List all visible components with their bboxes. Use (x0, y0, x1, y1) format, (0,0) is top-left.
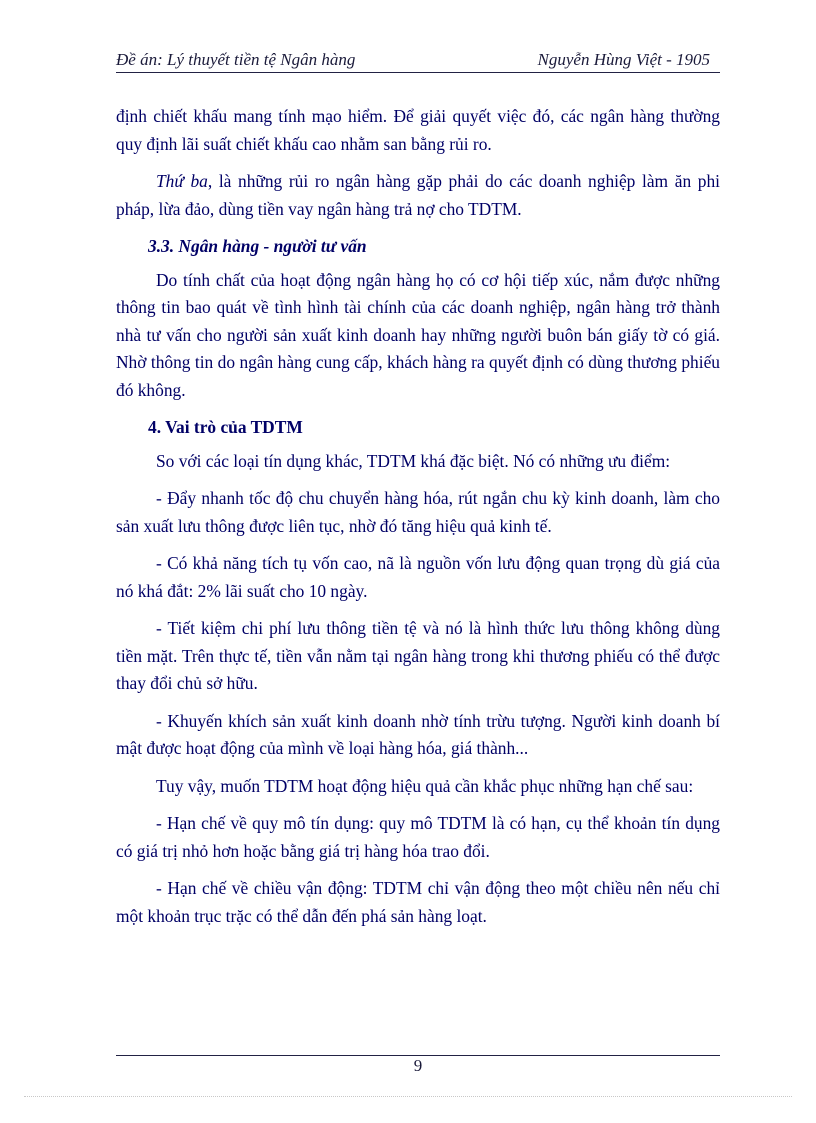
paragraph-third-risk (116, 168, 720, 223)
paragraph-advisor: Do tính chất của hoạt động ngân hàng họ có cơ hội tiếp xúc, nắm được những thông tin bao quát về tình hình tài chính của các doanh nghiệp, ngân hàng trở thành nhà tư vấn cho người sản xuất kinh doanh hay những người buôn bán giấy tờ có giá. Nhờ thông tin do ngân hàng cung cấp, khách hàng ra quyết định có dùng thương phiếu đó không. (116, 269, 720, 400)
bullet-limitation-2: - Hạn chế về chiều vận động: TDTM chỉ vận động theo một chiều nên nếu chỉ một khoản trục trặc có thể dẫn đến phá sản hàng loạt. (116, 878, 720, 926)
header-document-title: Đề án: Lý thuyết tiền tệ Ngân hàng (116, 50, 356, 69)
header-author: Nguyễn Hùng Việt - 1905 (537, 50, 710, 69)
bullet-advantage-1: - Đẩy nhanh tốc độ chu chuyển hàng hóa, rút ngắn chu kỳ kinh doanh, làm cho sản xuất lưu thông được liên tục, nhờ đó tăng hiệu quả kinh tế. (116, 488, 720, 536)
bullet-advantage-4: - Khuyến khích sản xuất kinh doanh nhờ tính trừu tượng. Người kinh doanh bí mật được hoạt động của mình về loại hàng hóa, giá thành... (116, 710, 720, 758)
page-body (116, 103, 720, 940)
section-heading-4: 4. Vai trò của TDTM (148, 417, 303, 437)
paragraph-advantages-intro: So với các loại tín dụng khác, TDTM khá đặc biệt. Nó có những ưu điểm: (156, 450, 671, 471)
bullet-limitation-1: - Hạn chế về quy mô tín dụng: quy mô TDTM là có hạn, cụ thể khoản tín dụng có giá trị nhỏ hơn hoặc bằng giá trị hàng hóa trao đổi. (116, 813, 720, 861)
bullet-advantage-2: - Có khả năng tích tụ vốn cao, nã là nguồn vốn lưu động quan trọng dù giá của nó khá đắt: 2% lãi suất cho 10 ngày. (116, 553, 720, 601)
section-heading-3-3: 3.3. Ngân hàng - người tư vấn (148, 236, 367, 256)
paragraph-third-risk-text: , là những rủi ro ngân hàng gặp phải do các doanh nghiệp làm ăn phi pháp, lừa đảo, dùng tiền vay ngân hàng trả nợ cho TDTM. (116, 171, 720, 219)
page-number: 9 (413, 1056, 423, 1075)
bullet-advantage-3: - Tiết kiệm chi phí lưu thông tiền tệ và nó là hình thức lưu thông không dùng tiền mặt. Trên thực tế, tiền vẫn nằm tại ngân hàng trong khi thương phiếu có thể được thay đổi chủ sở hữu. (116, 618, 720, 693)
paragraph-lead-italic: Thứ ba (156, 171, 208, 191)
page-bottom-edge (24, 1096, 792, 1097)
paragraph-continuation: định chiết khấu mang tính mạo hiểm. Để giải quyết việc đó, các ngân hàng thường quy định lãi suất chiết khấu cao nhằm san bằng rủi ro. (116, 106, 720, 154)
paragraph-limitations-intro: Tuy vậy, muốn TDTM hoạt động hiệu quả cần khắc phục những hạn chế sau: (156, 775, 694, 796)
page-header (116, 48, 720, 73)
